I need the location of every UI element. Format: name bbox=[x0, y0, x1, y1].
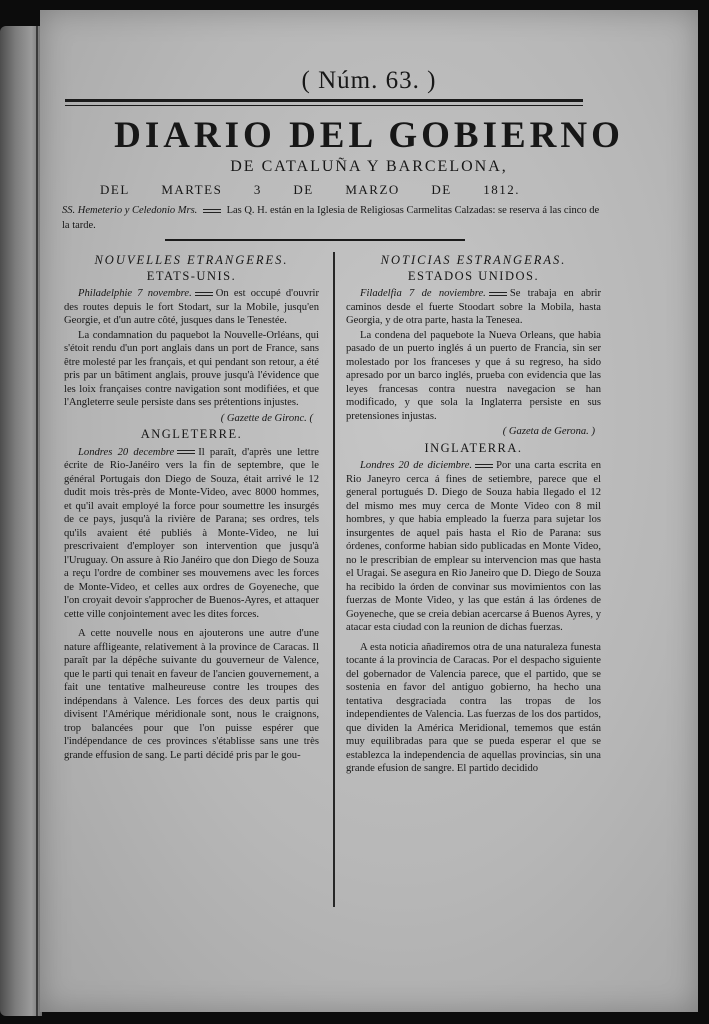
dateline-word: 3 bbox=[253, 182, 262, 197]
dash-rule bbox=[177, 450, 195, 454]
article-text: Por una carta escrita en Rio Janeyro cerca á fines de setiembre, parece que el general portugués D. Diego de Souza habia llegado el 12 del mismo mes muy cerca de Monte Video con 8 mil hombres, y que habia empleado la fuerza para sujetar los insurgentes de aquel pais hasta el Rio de Parana: sus órdenes, conforme habian sido publicadas en Monte Video, no le prescribian de emplear su intervencion mas que hasta el Uragai. Se asegura en Rio Janeiro que D. Diego de Souza ha recibido la órden de convinar sus movimientos con las fuerzas de Monte Video, y las que están á las órdenes de Goyeneche, que se creia debian acercarse á Buenos Ayres, y atacar esta ciudad con la reunion de dichas fuerzas. bbox=[346, 460, 602, 633]
article-lead: Londres 20 de diciembre. bbox=[360, 460, 473, 471]
header-rule-thick bbox=[65, 99, 583, 102]
article-paragraph: A cette nouvelle nous en ajouterons une autre d'une nature affligeante, relativement à la province de Caracas. Il paraît par la dépêche suivante du gouverneur de Valence, que le parti qui tenait en faveur de l'ancien gouvernement, a fait une tentative malheureuse contre les troupes des indépendans à Valence. Les forces des deux partis qui divisent l'Amérique méridionale sont, nous le craignons, trop balancées pour que l'on puisse espérer que l'indépendance de ces provinces s'établisse sans une très grande effusion de sang. Le parti décidé pris par le gou- bbox=[64, 628, 319, 761]
dateline-word: DEL bbox=[100, 182, 130, 197]
article-paragraph bbox=[346, 459, 601, 635]
issue-number: ( Núm. 63. ) bbox=[301, 67, 437, 94]
dateline-word: DE bbox=[293, 182, 314, 197]
article-paragraph: A esta noticia añadiremos otra de una naturaleza funesta tocante á la provincia de Caracas. Por el despacho siguiente del gobernador de Valencia parece, que el partido, que se sostenia en favor del antiguo gobierno, ha hecho una tentativa desgraciada contra las tropas de los independientes de Valencia. Las fuerzas de los dos partidos, que dividen la América Meridional, tememos que están muy equilibradas para que se pueda esperar el que se establezca la independencia de aquellas provincias, sin una grande efusion de sangre. El partido decidido bbox=[346, 641, 601, 774]
masthead-title: DIARIO DEL GOBIERNO bbox=[114, 115, 624, 156]
book-binding-edge bbox=[0, 26, 42, 1016]
article-text: Il paraît, d'après une lettre écrite de Rio-Janéiro vers la fin de septembre, que le général Portugais don Diego de Souza, était arrivé le 12 dudit mois très-près de Monte-Video, avec 8000 hommes, et qu'il avait employé la force pour soumettre les insurgés de ce pays, jusqu'à la rivière de Parana; ses ordres, tels qu'ils avaient été publiés à Monte-Video, ne lui prescrivaient d'employer son intervention que jusqu'à l'Uruguay. On assure à Rio Janéiro que don Diego de Souza a reçu l'ordre de combiner ses mouvemens avec les forces de Monte-Video, et celles aux ordres de Goyeneche, que l'on croyait devoir s'approcher de Buenos-Ayres, et attaquer cette ville conjointement avec les dites forces. bbox=[64, 446, 319, 620]
section-rule bbox=[165, 239, 465, 241]
article-lead: Filadelfia 7 de noviembre. bbox=[360, 288, 486, 299]
article-paragraph bbox=[346, 287, 601, 328]
article-paragraph bbox=[64, 287, 319, 328]
dash-rule bbox=[195, 292, 213, 296]
dateline-word: DE bbox=[431, 182, 452, 197]
article-source: ( Gazeta de Gerona. ) bbox=[502, 426, 595, 437]
dateline-word: 1812. bbox=[483, 182, 520, 197]
dateline-word: MARTES bbox=[161, 182, 223, 197]
dash-rule bbox=[489, 292, 507, 296]
saints-notice bbox=[62, 203, 607, 233]
article-lead: Londres 20 decembre bbox=[78, 446, 175, 458]
dateline-word: MARZO bbox=[345, 182, 400, 197]
section-heading: INGLATERRA. bbox=[424, 440, 523, 455]
dash-rule bbox=[475, 464, 493, 468]
saints-text: Las Q. H. están en la Iglesia de Religiosas Carmelitas Calzadas: se reserva á las cinco de la tarde. bbox=[62, 205, 600, 231]
article-paragraph: La condena del paquebote la Nueva Orleans, que habia pasado de un puerto inglés á un puerto de Francia, sin ser molestado por los franceses y que á su regreso, ha sido apresado por un barco inglés, prueba con evidencia que las leyes francesas contra nuestra navegacion se han modificado, y que sola la Inglaterra persiste en sus pretensiones injustas. bbox=[346, 329, 601, 422]
article-paragraph: La condamnation du paquebot la Nouvelle-Orléans, qui s'étoit rendu d'un port anglais dans un port de France, sans être molesté par les français, et qui pendant son retour, a été pris par un bâtiment anglais, prouve jusqu'à l'évidence que les loix françaises contre navigation sont modifiées, et que l'Angleterre seule persiste dans ses prétentions injustes. bbox=[64, 329, 319, 408]
column-title: NOUVELLES ETRANGERES. bbox=[94, 253, 289, 267]
dash-rule bbox=[203, 209, 221, 213]
spanish-column bbox=[346, 254, 601, 777]
section-heading: ESTADOS UNIDOS. bbox=[407, 268, 540, 283]
column-divider bbox=[333, 252, 335, 907]
masthead-subtitle: DE CATALUÑA Y BARCELONA, bbox=[230, 158, 508, 175]
article-lead: Philadelphie 7 novembre. bbox=[78, 288, 192, 299]
section-heading: ANGLETERRE. bbox=[140, 427, 243, 441]
header-rule-thin bbox=[65, 105, 583, 106]
column-title: NOTICIAS ESTRANGERAS. bbox=[380, 253, 567, 267]
article-text: Se trabaja en abrir caminos desde el fuerte Stoodart sobre la Mobila, hasta Georgia, y de otra parte, hasta la Tenesea. bbox=[346, 288, 601, 326]
article-source: ( Gazette de Gironc. ( bbox=[220, 412, 313, 424]
saints-lead: SS. Hemeterio y Celedonio Mrs. bbox=[62, 205, 198, 216]
article-paragraph bbox=[64, 446, 319, 622]
article-text: On est occupé d'ouvrir des routes depuis le fort Stodart, sur la Mobile, jusqu'en Georgie, et d'un autre côté, jusques dans le Tenestée. bbox=[64, 288, 319, 326]
newspaper-page bbox=[40, 10, 698, 1012]
dateline bbox=[100, 182, 520, 198]
section-heading: ETATS-UNIS. bbox=[146, 268, 237, 283]
french-column bbox=[64, 254, 319, 763]
